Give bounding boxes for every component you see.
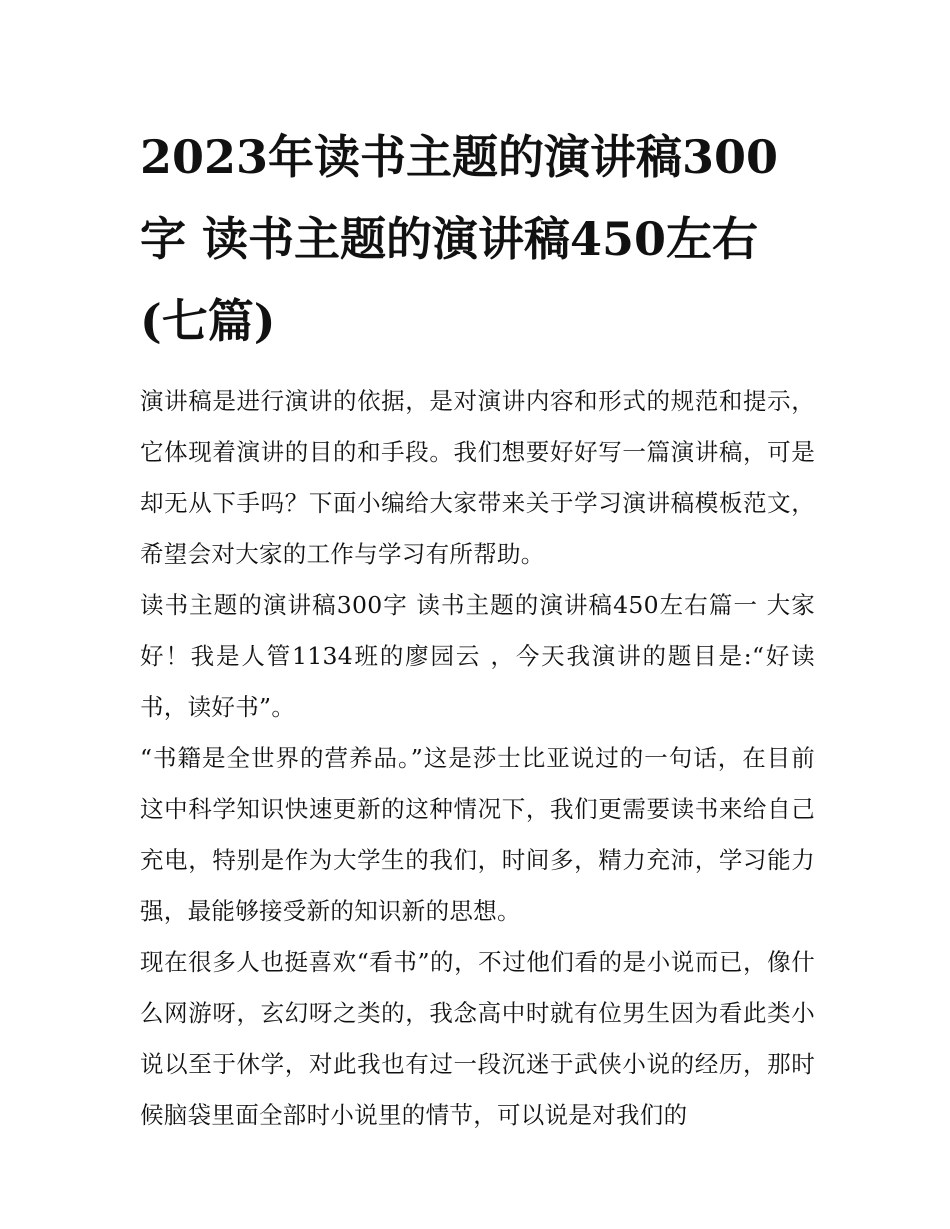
paragraph-shakespeare-quote: “书籍是全世界的营养品。”这是莎士比亚说过的一句话，在目前这中科学知识快速更新的这种情况下，我们更需要读书来给自己充电，特别是作为大学生的我们，时间多，精力充沛，学习能力强，最能够接受新的知识新的思想。 xyxy=(140,744,815,925)
paragraph-intro: 演讲稿是进行演讲的依据，是对演讲内容和形式的规范和提示，它体现着演讲的目的和手段。我们想要好好写一篇演讲稿，可是却无从下手吗？下面小编给大家带来关于学习演讲稿模板范文，希望会对大家的工作与学习有所帮助。 xyxy=(140,387,815,568)
paragraph-novel-reading: 现在很多人也挺喜欢“看书”的，不过他们看的是小说而已，像什么网游呀，玄幻呀之类的，我念高中时就有位男生因为看此类小说以至于休学，对此我也有过一段沉迷于武侠小说的经历，那时候脑袋里面全部时小说里的情节，可以说是对我们的 xyxy=(140,948,815,1129)
document-title: 2023年读书主题的演讲稿300字 读书主题的演讲稿450左右(七篇) xyxy=(140,130,779,348)
paragraph-speech-opening: 读书主题的演讲稿300字 读书主题的演讲稿450左右篇一 大家好！我是人管1134班的廖园云 ，今天我演讲的题目是:“好读书，读好书”。 xyxy=(140,591,815,721)
document-body xyxy=(140,116,815,1141)
